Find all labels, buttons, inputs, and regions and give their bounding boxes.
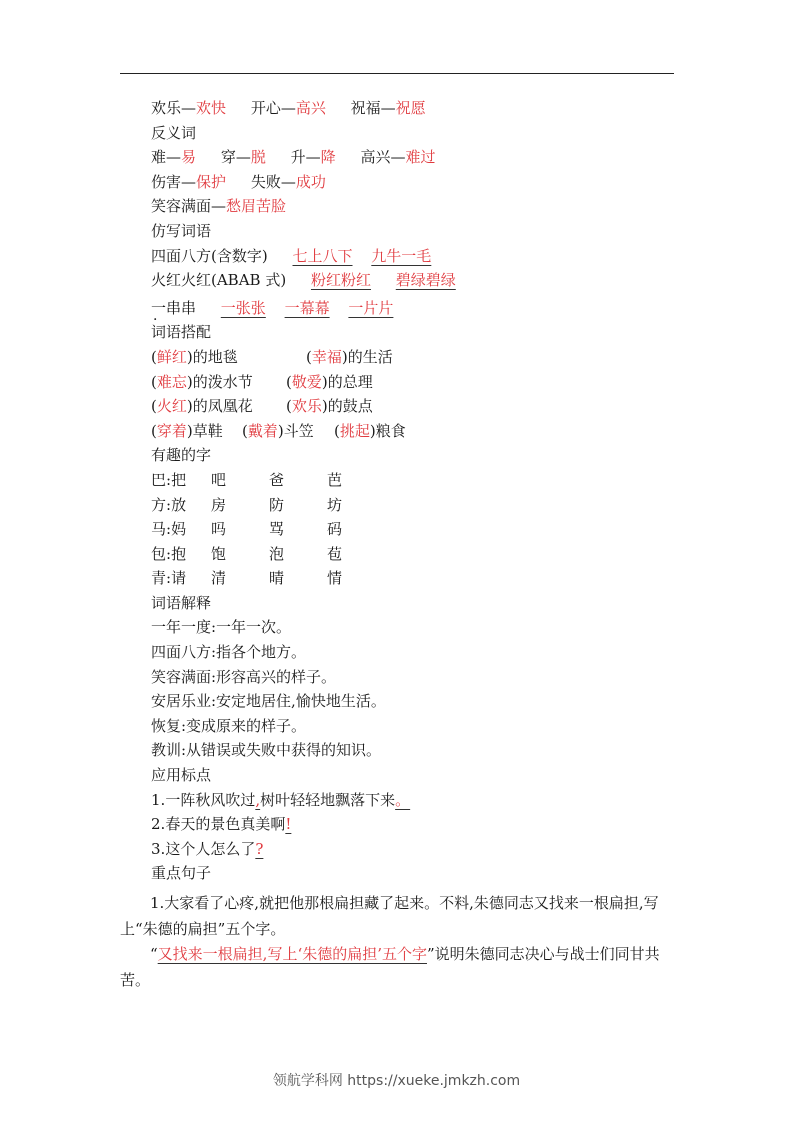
collocation-phrase: 草鞋	[192, 421, 223, 440]
section-heading-fun-chars: 有趣的字	[151, 446, 212, 465]
char-root: 巴:	[151, 470, 172, 489]
char-item: 泡	[269, 544, 285, 563]
quote-open: “	[150, 945, 158, 963]
explanation-text: ”说明朱德同志决心与战士们同甘共苦。	[120, 945, 660, 989]
antonym-word: 难	[151, 148, 167, 167]
antonym-answer: 脱	[250, 148, 266, 167]
char-item: 骂	[269, 520, 285, 539]
punctuation-answer: ?	[255, 839, 264, 858]
collocation-row: (火红)的凤凰花 (欢乐)的鼓点	[151, 397, 373, 416]
collocation-phrase: 的鼓点	[327, 397, 373, 416]
collocation-phrase: 的生活	[347, 347, 393, 366]
punctuation-answer: !	[285, 815, 292, 834]
header-rule	[120, 73, 674, 74]
char-item: 放	[171, 495, 187, 514]
imitation-row	[151, 244, 681, 269]
imitation-prompt: 一串串	[151, 298, 197, 317]
explanation-item: 一年一度:一年一次。	[151, 618, 292, 637]
antonym-answer: 愁眉苦脸	[226, 197, 287, 216]
char-item: 坊	[327, 495, 343, 514]
quoted-answer: 又找来一根扁担,写上‘朱德的扁担’五个字	[157, 945, 427, 963]
punctuation-answer: 。	[395, 790, 411, 809]
fun-char-row	[151, 517, 681, 542]
imitation-answer: 碧绿碧绿	[395, 271, 456, 290]
antonym-word: 失败	[250, 172, 281, 191]
char-item: 吗	[211, 520, 227, 539]
imitation-prompt: 四面八方(含数字)	[151, 246, 268, 265]
antonym-answer: 保护	[196, 172, 227, 191]
antonym-answer: 成功	[295, 172, 326, 191]
key-sentence-explanation	[120, 941, 675, 993]
antonym-row: 伤害—保护 失败—成功	[151, 172, 326, 191]
explanation-item: 教训:从错误或失败中获得的知识。	[151, 741, 382, 760]
collocation-phrase: 的地毯	[192, 347, 238, 366]
section-heading-punctuation: 应用标点	[151, 766, 212, 785]
char-item: 清	[211, 569, 227, 588]
antonym-row: 笑容满面—愁眉苦脸	[151, 197, 287, 216]
sentence-text: 这个人怎么了	[165, 839, 256, 858]
collocation-answer: 穿着	[156, 421, 187, 440]
char-item: 情	[327, 569, 343, 588]
antonym-word: 升	[290, 148, 306, 167]
char-item: 妈	[171, 520, 187, 539]
collocation-answer: 欢乐	[291, 397, 322, 416]
antonym-answer: 难过	[405, 148, 436, 167]
punctuation-item	[151, 788, 681, 813]
synonym-answer: 祝愿	[395, 99, 426, 117]
imitation-answer: 九牛一毛	[371, 246, 432, 265]
char-item: 抱	[171, 544, 187, 563]
collocation-phrase: 粮食	[375, 421, 406, 440]
explanation-item: 安居乐业:安定地居住,愉快地生活。	[151, 692, 386, 711]
item-number: 2.	[151, 815, 166, 834]
collocation-phrase: 的泼水节	[192, 372, 253, 391]
punctuation-item	[151, 837, 681, 862]
fun-char-row	[151, 493, 681, 518]
collocation-answer: 鲜红	[156, 347, 187, 366]
item-number: 3.	[151, 839, 166, 858]
collocation-answer: 幸福	[311, 347, 342, 366]
char-item: 苞	[327, 544, 343, 563]
antonym-row: 难—易 穿—脱 升—降 高兴—难过	[151, 148, 436, 167]
imitation-answer: 一片片	[348, 298, 394, 317]
char-item: 晴	[269, 569, 285, 588]
imitation-answer: 一张张	[220, 298, 266, 317]
char-item: 防	[269, 495, 285, 514]
char-root: 包:	[151, 544, 172, 563]
collocation-answer: 戴着	[247, 421, 278, 440]
antonym-answer: 易	[181, 148, 197, 167]
section-heading-explanations: 词语解释	[151, 593, 212, 612]
fun-char-row	[151, 566, 681, 591]
key-sentence-paragraph: 1.大家看了心疼,就把他那根扁担藏了起来。不料,朱德同志又找来一根扁担,写上“朱德的扁担”五个字。	[120, 894, 659, 938]
section-heading-imitation: 仿写词语	[151, 221, 212, 240]
section-heading-key-sentences: 重点句子	[151, 864, 212, 883]
char-item: 爸	[269, 470, 285, 489]
fun-char-row	[151, 542, 681, 567]
antonym-word: 穿	[220, 148, 236, 167]
collocation-phrase: 的凤凰花	[192, 397, 253, 416]
document-body	[151, 96, 681, 886]
synonym-row: 欢乐—欢快 开心—高兴 祝福—祝愿	[151, 99, 426, 117]
collocation-answer: 火红	[156, 397, 187, 416]
footer-watermark: 领航学科网 https://xueke.jmkzh.com	[272, 1073, 521, 1089]
item-number: 1.	[151, 790, 166, 809]
char-item: 码	[327, 520, 343, 539]
collocation-row: (鲜红)的地毯 (幸福)的生活	[151, 347, 393, 366]
section-heading-collocation: 词语搭配	[151, 323, 212, 342]
collocation-row: (难忘)的泼水节 (敬爱)的总理	[151, 372, 373, 391]
char-item: 把	[171, 470, 187, 489]
sentence-text: 一阵秋风吹过	[165, 790, 256, 809]
explanation-item: 笑容满面:形容高兴的样子。	[151, 667, 337, 686]
antonym-answer: 降	[320, 148, 336, 167]
imitation-answer: 粉红粉红	[310, 271, 371, 290]
synonym-answer: 欢快	[196, 99, 227, 117]
collocation-phrase: 的总理	[327, 372, 373, 391]
collocation-answer: 难忘	[156, 372, 187, 391]
fun-char-row	[151, 468, 681, 493]
imitation-row	[151, 268, 681, 293]
sentence-text: 春天的景色真美啊	[165, 815, 286, 834]
char-root: 马:	[151, 520, 172, 539]
sentence-text: 树叶轻轻地飘落下来	[260, 790, 396, 809]
collocation-phrase: 斗笠	[283, 421, 314, 440]
collocation-row: (穿着)草鞋 (戴着)斗笠 (挑起)粮食	[151, 421, 406, 440]
char-item: 请	[171, 569, 187, 588]
char-root: 青:	[151, 569, 172, 588]
antonym-word: 伤害	[151, 172, 182, 191]
punctuation-answer: ,	[255, 790, 261, 809]
synonym-word: 开心	[250, 99, 281, 117]
char-root: 方:	[151, 495, 172, 514]
collocation-answer: 挑起	[339, 421, 370, 440]
imitation-prompt: 火红火红(ABAB 式)	[151, 271, 287, 290]
antonym-word: 高兴	[360, 148, 391, 167]
explanation-item: 恢复:变成原来的样子。	[151, 716, 307, 735]
imitation-row	[151, 296, 681, 321]
imitation-answer: 七上八下	[292, 246, 353, 265]
imitation-answer: 一幕幕	[284, 298, 330, 317]
collocation-answer: 敬爱	[291, 372, 322, 391]
explanation-item: 四面八方:指各个地方。	[151, 643, 307, 662]
char-item: 吧	[211, 470, 227, 489]
punctuation-item	[151, 812, 681, 837]
synonym-word: 祝福	[350, 99, 381, 117]
char-item: 饱	[211, 544, 227, 563]
section-heading-antonyms: 反义词	[151, 123, 197, 142]
char-item: 芭	[327, 470, 343, 489]
antonym-word: 笑容满面	[151, 197, 212, 216]
char-item: 房	[211, 495, 227, 514]
synonym-word: 欢乐	[151, 99, 182, 117]
synonym-answer: 高兴	[295, 99, 326, 117]
